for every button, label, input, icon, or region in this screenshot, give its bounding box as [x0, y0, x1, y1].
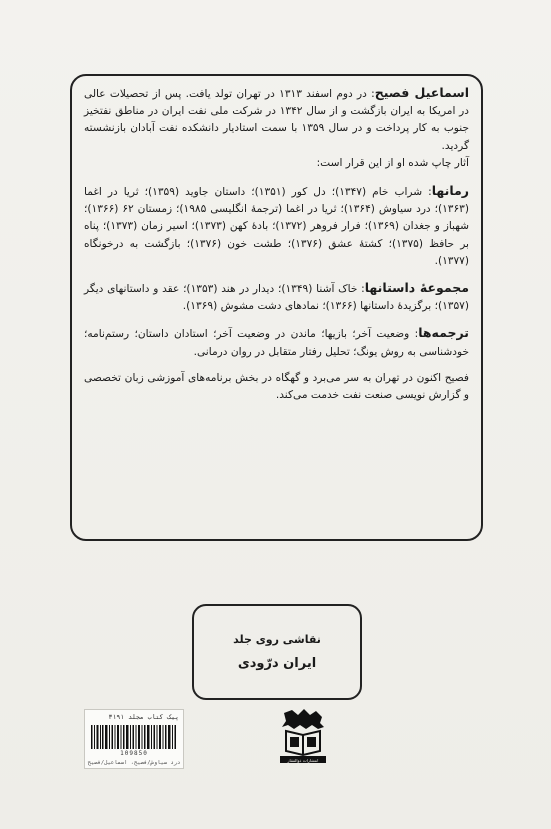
stories-heading: مجموعهٔ داستانها	[364, 280, 469, 296]
closing-paragraph	[84, 370, 469, 404]
closing-text: فصیح اکنون در تهران به سر می‌برد و گهگاه در بخش برنامه‌های آموزشی زبان تخصصی و گزارش نویسی صنعت نفت خدمت می‌کند.	[84, 371, 469, 402]
cover-art-label: نقاشی روی جلد	[233, 633, 321, 646]
bio-intro-text: : در دوم اسفند ۱۳۱۳ در تهران تولد یافت. پس از تحصیلات عالی در امریکا به ایران بازگشت و از سال ۱۳۴۲ در شرکت ملی نفت ایران در مناطق نفتخیز جنوب به کار پرداخت و در سال ۱۳۵۹ با سمت استادیار دانشکده نفت آبادان بازنشسته گردید.	[84, 88, 470, 152]
stories-list: : خاک آشنا (۱۳۴۹)؛ دیدار در هند (۱۳۵۳)؛ عقد و داستانهای دیگر (۱۳۵۷)؛ برگزیدهٔ داستانها (۱۳۶۶)؛ نمادهای دشت مشوش (۱۳۶۹).	[84, 283, 469, 313]
author-bio-box	[70, 74, 483, 541]
bio-intro	[84, 84, 469, 172]
translations-paragraph	[84, 324, 469, 360]
translations-heading: ترجمه‌ها	[418, 325, 469, 341]
barcode-sticker	[84, 709, 184, 769]
sticker-book-title: درد سیاوش/فصیح، اسماعیل/فصیح	[87, 760, 181, 766]
cover-artist-name: ایران درّودی	[237, 656, 317, 671]
works-intro: آثار چاپ شده او از این قرار است:	[316, 156, 469, 169]
translations-list: : وضعیت آخر؛ بازیها؛ ماندن در وضعیت آخر؛ استادان داستان؛ رستم‌نامه؛ خودشناسی به روش یونگ؛ تحلیل رفتار متقابل در روان درمانی.	[84, 328, 469, 358]
publisher-lion-book-icon	[274, 707, 332, 765]
cover-art-credit-box	[192, 604, 362, 700]
stories-paragraph	[84, 279, 469, 315]
barcode-digits: 109850	[120, 750, 148, 757]
novels-heading: رمانها	[431, 183, 469, 199]
publisher-logo-text: انتشارات ذوالفقار	[287, 758, 319, 763]
novels-paragraph	[84, 182, 469, 270]
author-name: اسماعیل فصیح	[374, 85, 469, 100]
barcode-icon	[91, 725, 177, 749]
sticker-store-label: پیک کتاب مجلد ۳۱۹۱	[108, 713, 179, 721]
novels-list: : شراب خام (۱۳۴۷)؛ دل کور (۱۳۵۱)؛ داستان جاوید (۱۳۵۹)؛ ثریا در اغما (۱۳۶۳)؛ درد سیاوش (۱۳۶۴)؛ ثریا در اغما (ترجمهٔ انگلیسی ۱۹۸۵)؛ زمستان ۶۲ (۱۳۶۶)؛ شهباز و جغدان (۱۳۶۹)؛ فرار فروهر (۱۳۷۲)؛ بادهٔ کهن (۱۳۷۳)؛ اسیر زمان (۱۳۷۳)؛ پناه بر حافظ (۱۳۷۵)؛ کشتهٔ عشق (۱۳۷۶)؛ طشت خون (۱۳۷۶)؛ بازگشت به درخونگاه (۱۳۷۷).	[84, 186, 470, 267]
